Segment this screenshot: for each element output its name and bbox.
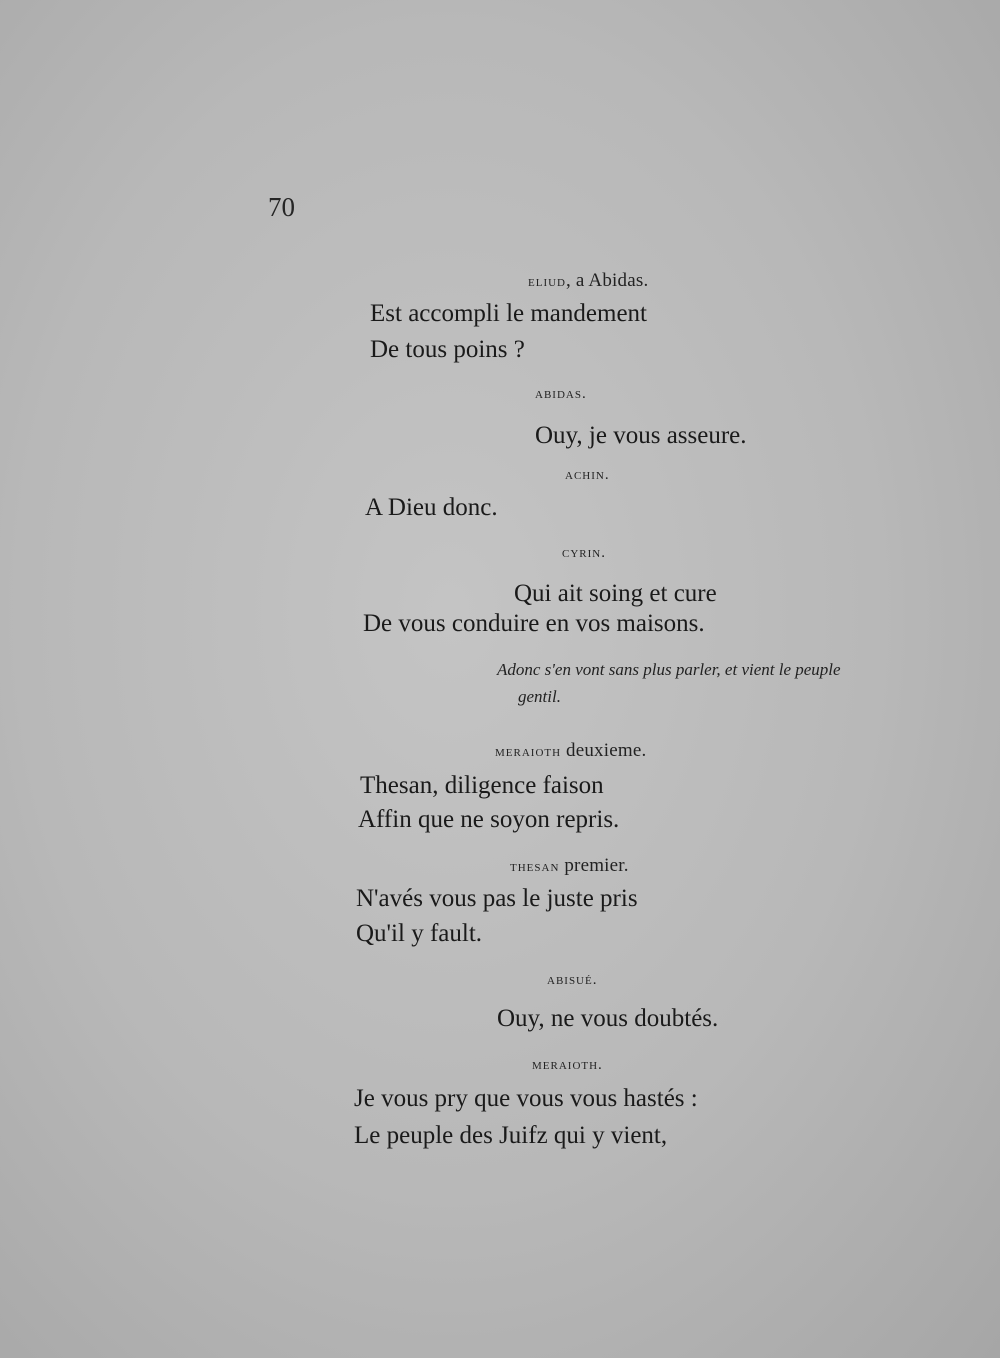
speaker-heading — [495, 740, 646, 762]
verse-line: Qui ait soing et cure — [514, 580, 717, 607]
stage-direction: Adonc s'en vont sans plus parler, et vient le peuple — [497, 660, 841, 679]
page-number: 70 — [268, 192, 295, 222]
speaker-heading — [510, 855, 629, 877]
speaker-name: abidas. — [535, 386, 587, 402]
verse-line: Est accompli le mandement — [370, 300, 647, 327]
verse-line: Le peuple des Juifz qui y vient, — [354, 1122, 668, 1149]
speaker-heading — [528, 270, 648, 292]
speaker-note: deuxieme. — [561, 740, 647, 761]
speaker-heading — [547, 972, 597, 989]
verse-line: Qu'il y fault. — [356, 920, 483, 947]
speaker-note: premier. — [559, 855, 629, 876]
speaker-name: meraioth — [495, 744, 562, 760]
speaker-heading — [532, 1057, 603, 1074]
verse-line: De tous poins ? — [370, 336, 525, 363]
speaker-name: thesan — [510, 859, 560, 875]
speaker-heading — [565, 467, 610, 484]
speaker-heading — [535, 386, 587, 403]
speaker-name: achin. — [565, 467, 610, 483]
verse-line: Ouy, ne vous doubtés. — [497, 1005, 719, 1032]
speaker-heading — [562, 545, 606, 562]
verse-line: De vous conduire en vos maisons. — [363, 610, 705, 637]
verse-line: Je vous pry que vous vous hastés : — [354, 1085, 698, 1112]
speaker-name: cyrin. — [562, 545, 606, 561]
speaker-name: meraioth. — [532, 1057, 603, 1073]
verse-line: A Dieu donc. — [365, 494, 498, 521]
speaker-note: , a Abidas. — [566, 270, 649, 291]
speaker-name: abisué. — [547, 972, 598, 988]
verse-line: N'avés vous pas le juste pris — [356, 885, 638, 912]
stage-direction: gentil. — [518, 687, 561, 706]
verse-line: Ouy, je vous asseure. — [535, 422, 747, 449]
verse-line: Affin que ne soyon repris. — [358, 806, 620, 833]
speaker-name: eliud — [528, 274, 566, 290]
verse-line: Thesan, diligence faison — [360, 772, 604, 799]
